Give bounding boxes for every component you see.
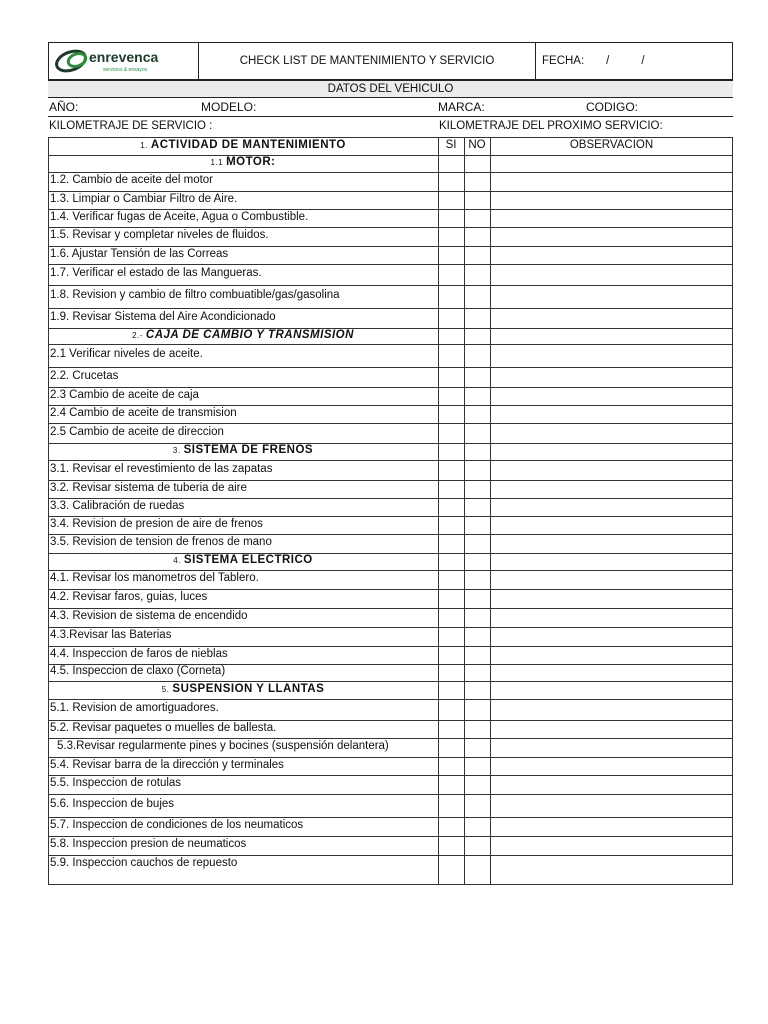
- no-checkbox-cell[interactable]: [465, 368, 490, 387]
- no-checkbox-cell[interactable]: [465, 647, 490, 664]
- checklist-item: 2.1 Verificar niveles de aceite.: [50, 348, 203, 360]
- section-label: SISTEMA DE FRENOS: [183, 444, 314, 456]
- no-checkbox-cell[interactable]: [465, 309, 490, 328]
- si-checkbox-cell[interactable]: [439, 247, 464, 264]
- logo-mark-icon: [53, 46, 193, 76]
- si-checkbox-cell[interactable]: [439, 368, 464, 387]
- no-checkbox-cell[interactable]: [465, 388, 490, 405]
- no-checkbox-cell[interactable]: [465, 228, 490, 246]
- section-label: CAJA DE CAMBIO Y TRANSMISION: [145, 329, 354, 341]
- observacion-cell[interactable]: [491, 758, 732, 775]
- checklist-item: 4.3.Revisar las Baterias: [50, 629, 172, 641]
- observacion-cell[interactable]: [491, 856, 732, 873]
- si-checkbox-cell[interactable]: [439, 628, 464, 646]
- checklist-item: 5.2. Revisar paquetes o muelles de ballesta.: [50, 721, 277, 734]
- observacion-cell[interactable]: [491, 647, 732, 664]
- no-header: NO: [468, 139, 486, 151]
- company-logo: [49, 43, 199, 79]
- observacion-cell[interactable]: [491, 665, 732, 681]
- si-checkbox-cell[interactable]: [439, 758, 464, 775]
- no-checkbox-cell[interactable]: [465, 247, 490, 264]
- section-number: 1.1: [210, 158, 224, 167]
- no-checkbox-cell[interactable]: [465, 461, 490, 480]
- si-checkbox-cell[interactable]: [439, 192, 464, 209]
- vehicle-info-row: [48, 98, 733, 117]
- observacion-cell[interactable]: [491, 368, 732, 387]
- checklist-item: 4.5. Inspeccion de claxo (Corneta): [50, 665, 226, 677]
- no-checkbox-cell[interactable]: [465, 665, 490, 681]
- no-checkbox-cell[interactable]: [465, 517, 490, 534]
- checklist-item: 3.3. Calibración de ruedas: [50, 499, 185, 512]
- checklist-item: 1.6. Ajustar Tensión de las Correas: [50, 247, 229, 260]
- si-checkbox-cell[interactable]: [439, 406, 464, 423]
- no-checkbox-cell[interactable]: [465, 628, 490, 646]
- checklist-item: 1.3. Limpiar o Cambiar Filtro de Aire.: [50, 192, 238, 205]
- si-checkbox-cell[interactable]: [439, 609, 464, 627]
- no-checkbox-cell[interactable]: [465, 210, 490, 227]
- observacion-cell[interactable]: [491, 309, 732, 328]
- checklist-item: 4.1. Revisar los manometros del Tablero.: [50, 572, 259, 584]
- no-checkbox-cell[interactable]: [465, 856, 490, 873]
- no-checkbox-cell[interactable]: [465, 700, 490, 720]
- si-checkbox-cell[interactable]: [439, 461, 464, 480]
- observacion-header: OBSERVACION: [569, 139, 654, 151]
- ano-label: AÑO:: [49, 100, 79, 114]
- fecha-date-slashes: / /: [606, 55, 645, 67]
- observacion-cell[interactable]: [491, 776, 732, 794]
- si-checkbox-cell[interactable]: [439, 499, 464, 516]
- observacion-cell[interactable]: [491, 628, 732, 646]
- observacion-cell[interactable]: [491, 247, 732, 264]
- si-checkbox-cell[interactable]: [439, 265, 464, 285]
- si-checkbox-cell[interactable]: [439, 721, 464, 738]
- observacion-cell[interactable]: [491, 739, 732, 757]
- activity-header-number: 1.: [140, 141, 148, 150]
- checklist-table: [48, 137, 733, 885]
- section-number: 5.: [161, 684, 170, 694]
- marca-label: MARCA:: [438, 100, 485, 114]
- section-label: SUSPENSION Y LLANTAS: [172, 682, 325, 695]
- checklist-item: 1.9. Revisar Sistema del Aire Acondicionado: [50, 310, 276, 323]
- observacion-cell[interactable]: [491, 228, 732, 246]
- checklist-item: 5.6. Inspeccion de bujes: [50, 798, 175, 810]
- checklist-item: 1.7. Verificar el estado de las Mangueras.: [50, 267, 262, 279]
- activity-header-label: ACTIVIDAD DE MANTENIMIENTO: [150, 139, 346, 151]
- checklist-item: 2.5 Cambio de aceite de direccion: [50, 425, 224, 438]
- table-right-border: [732, 137, 733, 885]
- no-checkbox-cell[interactable]: [465, 192, 490, 209]
- observacion-cell[interactable]: [491, 265, 732, 285]
- table-bottom-border: [48, 884, 733, 885]
- checklist-item: 5.3.Revisar regularmente pines y bocines (suspensión delantera): [57, 740, 389, 752]
- observacion-cell[interactable]: [491, 517, 732, 534]
- observacion-cell[interactable]: [491, 590, 732, 608]
- observacion-cell[interactable]: [491, 461, 732, 480]
- section-number: 4.: [173, 556, 181, 565]
- observacion-cell[interactable]: [491, 721, 732, 738]
- observacion-cell[interactable]: [491, 192, 732, 209]
- no-checkbox-cell[interactable]: [465, 818, 490, 836]
- observacion-cell[interactable]: [491, 609, 732, 627]
- km-row: [48, 117, 733, 137]
- no-checkbox-cell[interactable]: [465, 345, 490, 367]
- si-checkbox-cell[interactable]: [439, 345, 464, 367]
- si-checkbox-cell[interactable]: [439, 424, 464, 443]
- checklist-item: 4.3. Revision de sistema de encendido: [50, 610, 248, 622]
- checklist-item: 4.4. Inspeccion de faros de nieblas: [50, 647, 228, 660]
- section-heading: [48, 683, 438, 695]
- no-checkbox-cell[interactable]: [465, 286, 490, 308]
- checklist-item: 2.4 Cambio de aceite de transmision: [50, 406, 237, 419]
- no-checkbox-cell[interactable]: [465, 535, 490, 553]
- si-checkbox-cell[interactable]: [439, 647, 464, 664]
- table-left-border: [48, 137, 49, 885]
- observacion-cell[interactable]: [491, 700, 732, 720]
- document-title: CHECK LIST DE MANTENIMIENTO Y SERVICIO: [199, 43, 536, 79]
- section-heading: [48, 329, 438, 341]
- observacion-cell[interactable]: [491, 499, 732, 516]
- si-checkbox-cell[interactable]: [439, 173, 464, 191]
- logo-wordmark: enrevenca: [89, 49, 159, 65]
- checklist-item: 3.5. Revision de tension de frenos de mano: [50, 536, 272, 548]
- si-checkbox-cell[interactable]: [439, 286, 464, 308]
- si-checkbox-cell[interactable]: [439, 517, 464, 534]
- si-checkbox-cell[interactable]: [439, 776, 464, 794]
- si-checkbox-cell[interactable]: [439, 856, 464, 873]
- checklist-item: 3.4. Revision de presion de aire de frenos: [50, 517, 263, 530]
- no-checkbox-cell[interactable]: [465, 739, 490, 757]
- observacion-cell[interactable]: [491, 286, 732, 308]
- observacion-cell[interactable]: [491, 388, 732, 405]
- no-checkbox-cell[interactable]: [465, 265, 490, 285]
- no-checkbox-cell[interactable]: [465, 758, 490, 775]
- observacion-cell[interactable]: [491, 481, 732, 498]
- si-header: SI: [445, 139, 457, 151]
- observacion-cell[interactable]: [491, 345, 732, 367]
- no-checkbox-cell[interactable]: [465, 837, 490, 855]
- no-checkbox-cell[interactable]: [465, 424, 490, 443]
- no-checkbox-cell[interactable]: [465, 481, 490, 498]
- checklist-item: 5.7. Inspeccion de condiciones de los neumaticos: [50, 819, 304, 831]
- no-checkbox-cell[interactable]: [465, 173, 490, 191]
- no-checkbox-cell[interactable]: [465, 776, 490, 794]
- no-checkbox-cell[interactable]: [465, 571, 490, 589]
- fecha-label: FECHA:: [542, 55, 585, 67]
- observacion-cell[interactable]: [491, 535, 732, 553]
- checklist-item: 4.2. Revisar faros, guias, luces: [50, 591, 208, 603]
- si-checkbox-cell[interactable]: [439, 388, 464, 405]
- observacion-cell[interactable]: [491, 173, 732, 191]
- section-heading: [48, 156, 438, 168]
- checklist-item: 5.9. Inspeccion cauchos de repuesto: [50, 856, 238, 869]
- no-checkbox-cell[interactable]: [465, 609, 490, 627]
- observacion-cell[interactable]: [491, 837, 732, 855]
- activity-header: [48, 139, 438, 151]
- checklist-item: 5.1. Revision de amortiguadores.: [50, 702, 219, 714]
- observacion-cell[interactable]: [491, 210, 732, 227]
- si-checkbox-cell[interactable]: [439, 795, 464, 817]
- si-checkbox-cell[interactable]: [439, 700, 464, 720]
- si-checkbox-cell[interactable]: [439, 481, 464, 498]
- km-service-label: KILOMETRAJE DE SERVICIO :: [49, 120, 213, 132]
- observacion-cell[interactable]: [491, 795, 732, 817]
- no-checkbox-cell[interactable]: [465, 499, 490, 516]
- si-checkbox-cell[interactable]: [439, 309, 464, 328]
- modelo-label: MODELO:: [201, 100, 257, 114]
- checklist-item: 5.5. Inspeccion de rotulas: [50, 777, 182, 789]
- si-checkbox-cell[interactable]: [439, 739, 464, 757]
- section-heading: [48, 554, 438, 566]
- checklist-item: 1.4. Verificar fugas de Aceite, Agua o Combustible.: [50, 210, 309, 223]
- si-checkbox-cell[interactable]: [439, 837, 464, 855]
- section-number: 3.: [172, 446, 181, 455]
- no-checkbox-cell[interactable]: [465, 721, 490, 738]
- document-header: [48, 42, 733, 80]
- observacion-cell[interactable]: [491, 406, 732, 423]
- vehicle-section-title: DATOS DEL VEHICULO: [48, 80, 733, 98]
- section-label: MOTOR:: [226, 156, 276, 168]
- si-checkbox-cell[interactable]: [439, 818, 464, 836]
- si-checkbox-cell[interactable]: [439, 590, 464, 608]
- checklist-item: 5.4. Revisar barra de la dirección y terminales: [50, 758, 284, 771]
- si-checkbox-cell[interactable]: [439, 665, 464, 681]
- section-number: 2.-: [132, 331, 143, 340]
- checklist-item: 2.3 Cambio de aceite de caja: [50, 388, 199, 401]
- km-next-label: KILOMETRAJE DEL PROXIMO SERVICIO:: [439, 120, 663, 132]
- checklist-item: 1.2. Cambio de aceite del motor: [50, 174, 214, 186]
- si-checkbox-cell[interactable]: [439, 535, 464, 553]
- codigo-label: CODIGO:: [586, 100, 639, 114]
- checklist-item: 1.8. Revision y cambio de filtro combuatible/gas/gasolina: [50, 289, 340, 301]
- checklist-item: 5.8. Inspeccion presion de neumaticos: [50, 838, 247, 850]
- checklist-item: 3.1. Revisar el revestimiento de las zapatas: [50, 462, 273, 475]
- checklist-item: 1.5. Revisar y completar niveles de fluidos.: [50, 229, 269, 241]
- no-checkbox-cell[interactable]: [465, 795, 490, 817]
- checklist-item: 2.2. Crucetas: [50, 369, 119, 382]
- section-heading: [48, 444, 438, 456]
- si-checkbox-cell[interactable]: [439, 571, 464, 589]
- section-label: SISTEMA ELECTRICO: [183, 554, 313, 566]
- checklist-item: 3.2. Revisar sistema de tuberia de aire: [50, 481, 247, 494]
- table-top-border: [48, 137, 733, 138]
- observacion-cell[interactable]: [491, 424, 732, 443]
- observacion-cell[interactable]: [491, 571, 732, 589]
- si-checkbox-cell[interactable]: [439, 210, 464, 227]
- observacion-cell[interactable]: [491, 818, 732, 836]
- logo-tagline: servicios & ensayos: [103, 67, 148, 73]
- fecha-field[interactable]: [536, 43, 732, 79]
- no-checkbox-cell[interactable]: [465, 406, 490, 423]
- no-checkbox-cell[interactable]: [465, 590, 490, 608]
- si-checkbox-cell[interactable]: [439, 228, 464, 246]
